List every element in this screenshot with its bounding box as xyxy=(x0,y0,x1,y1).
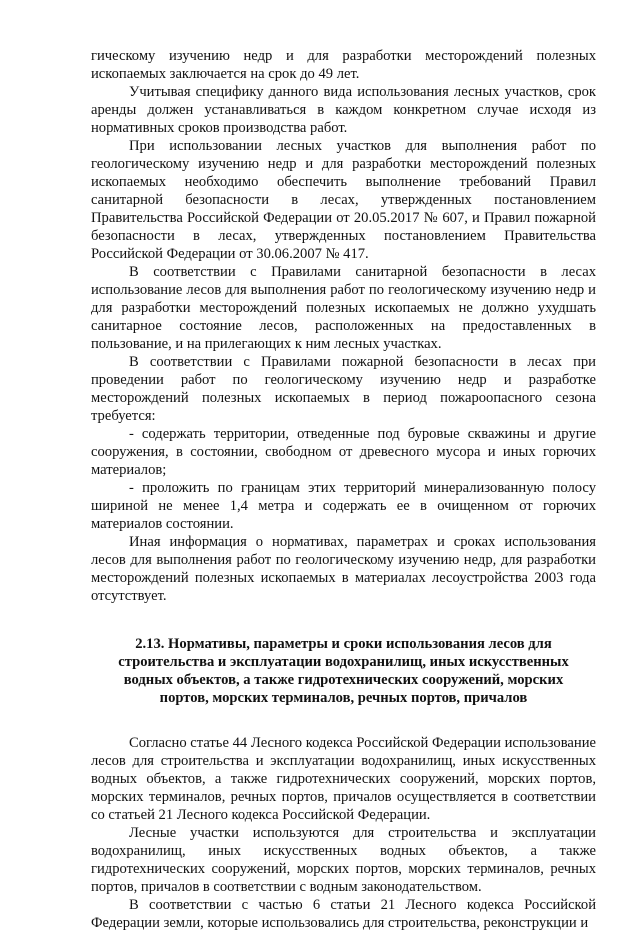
section-heading: 2.13. Нормативы, параметры и сроки использования лесов для строительства и эксплуатации водохранилищ, иных искусственных водных объектов, а также гидротехнических сооружений, морских портов, морских терминалов, речных портов, причалов xyxy=(118,636,569,706)
paragraph: Иная информация о нормативах, параметрах и сроках использования лесов для выполнения работ по геологическому изучению недр, для разработки месторождений полезных ископаемых в материалах лесоустройства 2003 года отсутствует. xyxy=(91,534,596,604)
paragraph: В соответствии с частью 6 статьи 21 Лесного кодекса Российской Федерации земли, которые использовались для строительства, реконструкции и xyxy=(91,897,596,931)
paragraph: В соответствии с Правилами пожарной безопасности в лесах при проведении работ по геологическому изучению недр и разработке месторождений полезных ископаемых в период пожароопасного сезона требуется: xyxy=(91,354,596,424)
paragraph: гическому изучению недр и для разработки месторождений полезных ископаемых заключается на срок до 49 лет. xyxy=(91,48,596,82)
paragraph: Учитывая специфику данного вида использования лесных участков, срок аренды должен устанавливаться в каждом конкретном случае исходя из нормативных сроков производства работ. xyxy=(91,84,596,136)
document-page xyxy=(91,47,596,932)
list-item: - содержать территории, отведенные под буровые скважины и другие сооружения, в состоянии, свободном от древесного мусора и иных горючих материалов; xyxy=(91,426,596,478)
paragraph: При использовании лесных участков для выполнения работ по геологическому изучению недр и для разработки месторождений полезных ископаемых необходимо обеспечить выполнение требований Правил санитарной безопасности в лесах, утвержденных постановлением Правительства Российской Федерации от 20.05.2017 № 607, и Правил пожарной безопасности в лесах, утвержденных постановлением Правительства Российской Федерации от 30.06.2007 № 417. xyxy=(91,138,596,262)
list-item: - проложить по границам этих территорий минерализованную полосу шириной не менее 1,4 метра и содержать ее в очищенном от горючих материалов состоянии. xyxy=(91,480,596,532)
paragraph: Согласно статье 44 Лесного кодекса Российской Федерации использование лесов для строительства и эксплуатации водохранилищ, иных искусственных водных объектов, а также гидротехнических сооружений, морских портов, морских терминалов, речных портов, причалов осуществляется в соответствии со статьей 21 Лесного кодекса Российской Федерации. xyxy=(91,735,596,823)
paragraph: Лесные участки используются для строительства и эксплуатации водохранилищ, иных искусственных водных объектов, а также гидротехнических сооружений, морских портов, морских терминалов, речных портов, причалов в соответствии с водным законодательством. xyxy=(91,825,596,895)
paragraph: В соответствии с Правилами санитарной безопасности в лесах использование лесов для выполнения работ по геологическому изучению недр и для разработки месторождений полезных ископаемых не должно ухудшать санитарное состояние лесов, расположенных на предоставленных в пользование, и на прилегающих к ним лесных участках. xyxy=(91,264,596,352)
